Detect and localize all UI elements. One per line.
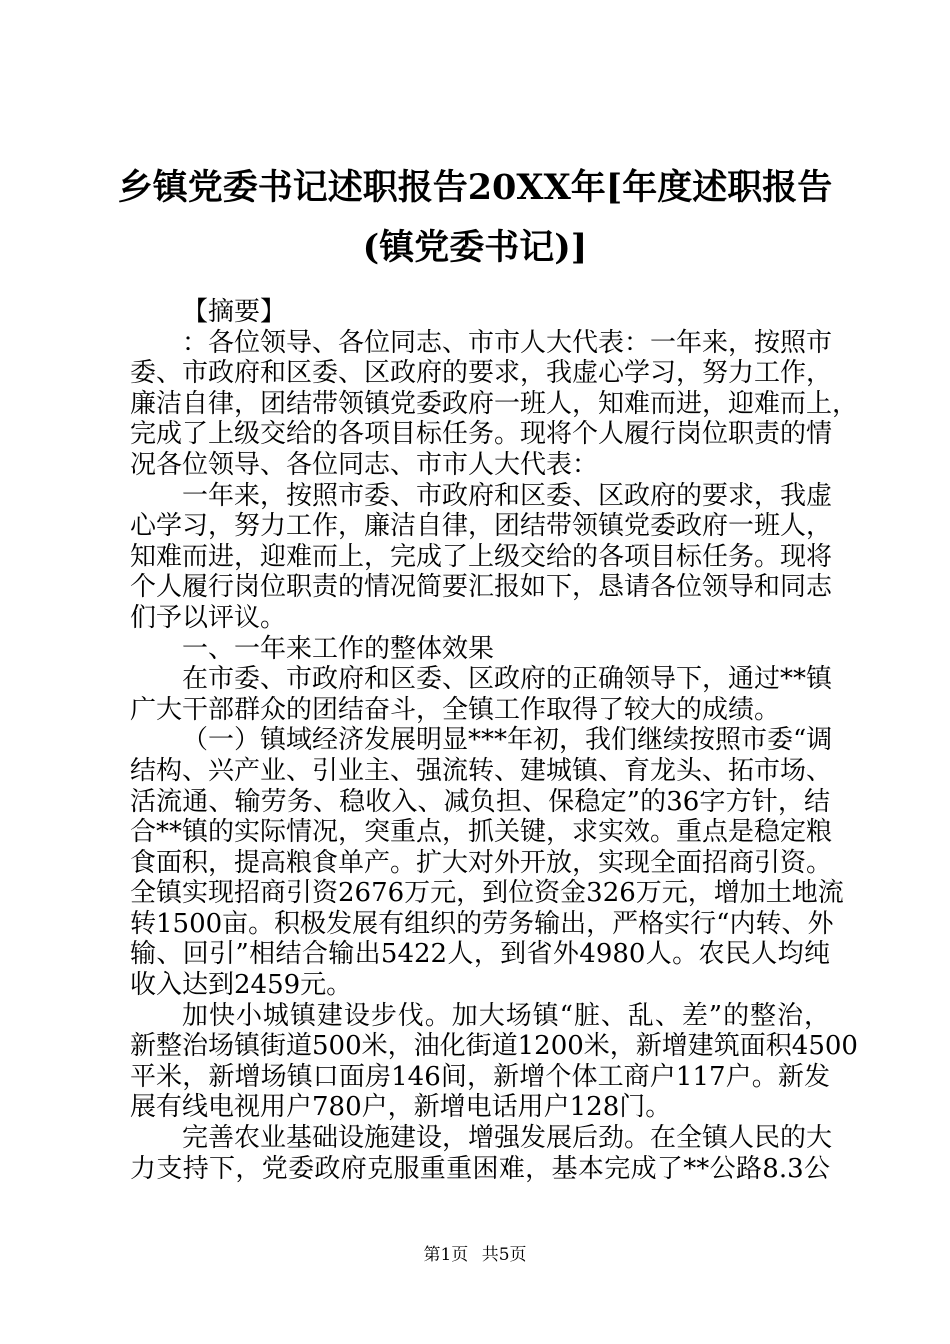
document-body (130, 297, 859, 1184)
body-line: 们予以评议。 (130, 602, 287, 633)
body-line: 合**镇的实际情况，突重点，抓关键，求实效。重点是稳定粮 (130, 817, 833, 848)
body-line: 活流通、输劳务、稳收入、减负担、保稳定”的36字方针，结 (130, 786, 830, 817)
page-total: 共5页 (481, 1245, 527, 1265)
body-line: 一年来，按照市委、市政府和区委、区政府的要求，我虚 (182, 480, 833, 511)
body-line: 个人履行岗位职责的情况简要汇报如下，恳请各位领导和同志 (130, 572, 833, 603)
body-line: （一）镇域经济发展明显***年初，我们继续按照市委“调 (182, 725, 833, 756)
body-line: 展有线电视用户780户，新增电话用户128门。 (130, 1092, 672, 1123)
title-line-2: (镇党委书记)] (362, 227, 588, 268)
body-line: 况各位领导、各位同志、市市人大代表： (130, 449, 599, 480)
page-footer (0, 1244, 950, 1266)
body-line: ：各位领导、各位同志、市市人大代表：一年来，按照市 (182, 327, 833, 358)
body-line: 知难而进，迎难而上，完成了上级交给的各项目标任务。现将 (130, 541, 833, 572)
section-heading: 一、一年来工作的整体效果 (182, 633, 495, 664)
body-line: 新整治场镇街道500米，油化街道1200米，新增建筑面积4500 (130, 1031, 858, 1062)
body-line: 完善农业基础设施建设，增强发展后劲。在全镇人民的大 (182, 1123, 833, 1154)
title-line-1: 乡镇党委书记述职报告20XX年[年度述职报告 (117, 167, 833, 208)
body-line: 广大干部群众的团结奋斗，全镇工作取得了较大的成绩。 (130, 694, 781, 725)
body-line: 廉洁自律，团结带领镇党委政府一班人，知难而进，迎难而上， (130, 388, 859, 419)
body-line: 心学习，努力工作，廉洁自律，团结带领镇党委政府一班人， (130, 511, 833, 542)
body-line: 加快小城镇建设步伐。加大场镇“脏、乱、差”的整治， (182, 1000, 830, 1031)
body-line: 输、回引”相结合输出5422人，到省外4980人。农民人均纯 (130, 939, 830, 970)
body-line: 完成了上级交给的各项目标任务。现将个人履行岗位职责的情 (130, 419, 833, 450)
body-line: 委、市政府和区委、区政府的要求，我虚心学习，努力工作， (130, 358, 833, 389)
body-line: 平米，新增场镇口面房146间，新增个体工商户117户。新发 (130, 1061, 830, 1092)
body-line: 力支持下，党委政府克服重重困难，基本完成了**公路8.3公 (130, 1153, 830, 1184)
body-line: 全镇实现招商引资2676万元，到位资金326万元，增加土地流 (130, 878, 844, 909)
body-line: 食面积，提高粮食单产。扩大对外开放，实现全面招商引资。 (130, 847, 833, 878)
body-line: 在市委、市政府和区委、区政府的正确领导下，通过**镇 (182, 664, 833, 695)
abstract-heading: 【摘要】 (182, 297, 287, 327)
body-line: 结构、兴产业、引业主、强流转、建城镇、育龙头、拓市场、 (130, 755, 833, 786)
document-title (100, 158, 850, 278)
page-number: 第1页 (423, 1245, 469, 1265)
body-line: 收入达到2459元。 (130, 970, 353, 1001)
body-line: 转1500亩。积极发展有组织的劳务输出，严格实行“内转、外 (130, 908, 834, 939)
